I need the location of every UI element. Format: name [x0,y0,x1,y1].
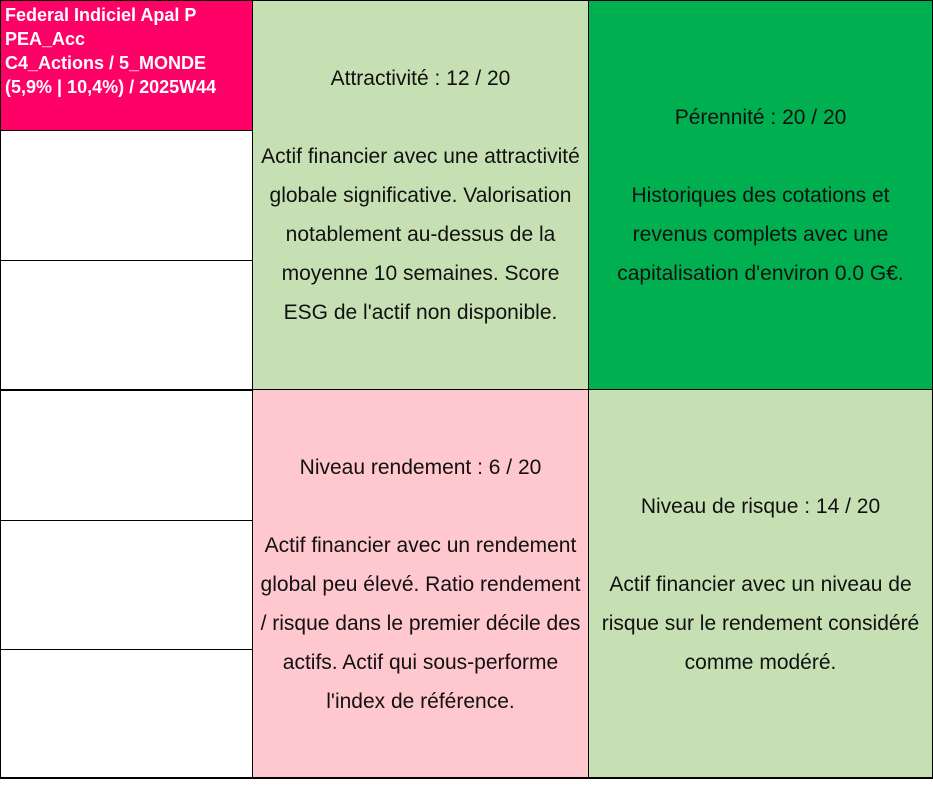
risque-heading: Niveau de risque : 14 / 20 [640,494,881,518]
asset-account-type: PEA_Acc [5,29,86,49]
asset-category: C4_Actions / 5_MONDE [5,53,207,73]
perennite-description: Historiques des cotations et revenus complets avec une capitalisation d'environ 0.0 G€. [617,183,904,285]
risque-panel [588,389,933,779]
blank-cell-1 [0,130,253,261]
blank-cell-4 [0,520,253,650]
perennite-heading: Pérennité : 20 / 20 [674,105,847,129]
asset-name: Federal Indiciel Apal P [5,5,197,25]
asset-title-cell [0,0,253,131]
perennite-panel [588,0,933,390]
rendement-panel [252,389,589,779]
attractivite-heading: Attractivité : 12 / 20 [330,66,511,90]
attractivite-description: Actif financier avec une attractivité globale significative. Valorisation notablement au-dessus de la moyenne 10 semaines. Score ESG de l'actif non disponible. [261,144,580,324]
attractivite-panel [252,0,589,390]
blank-cell-3 [0,390,253,521]
rendement-description: Actif financier avec un rendement global peu élevé. Ratio rendement / risque dans le premier décile des actifs. Actif qui sous-performe l'index de référence. [260,533,581,713]
rendement-heading: Niveau rendement : 6 / 20 [299,455,542,479]
risque-description: Actif financier avec un niveau de risque sur le rendement considéré comme modéré. [601,572,920,674]
blank-cell-2 [0,260,253,390]
bottom-divider [0,777,933,779]
blank-cell-5 [0,649,253,779]
asset-stats-week: (5,9% | 10,4%) / 2025W44 [5,77,217,97]
